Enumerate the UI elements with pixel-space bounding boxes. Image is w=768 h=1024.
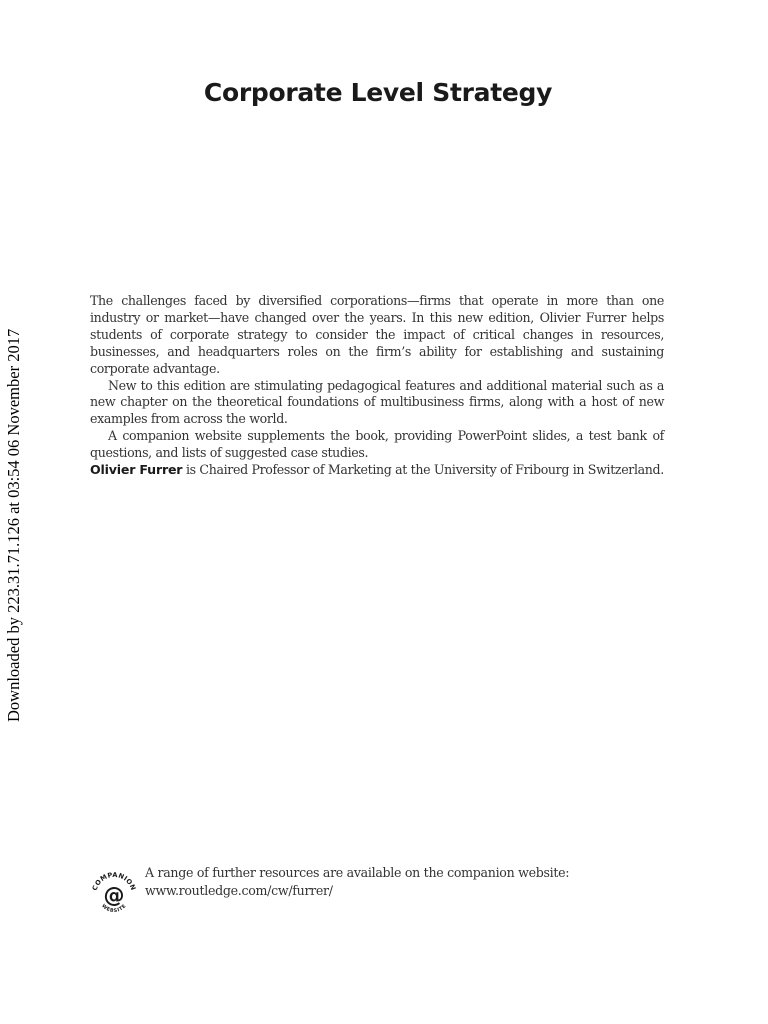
logo-at-symbol: @ <box>103 883 125 908</box>
description-paragraph: A companion website supplements the book, providing PowerPoint slides, a test bank of questions, and lists of suggested case studies. <box>90 428 664 461</box>
book-description <box>90 293 664 462</box>
author-bio <box>90 461 690 478</box>
logo-bottom-text: WEBSITE <box>100 903 128 915</box>
companion-text <box>145 864 569 899</box>
companion-website-logo-icon <box>90 864 138 928</box>
book-title: Corporate Level Strategy <box>203 78 553 107</box>
download-watermark: Downloaded by 223.31.71.126 at 03:54 06 November 2017 <box>4 328 23 722</box>
author-bio-text: is Chaired Professor of Marketing at the University of Fribourg in Switzerland. <box>182 462 664 477</box>
companion-website-url: www.routledge.com/cw/furrer/ <box>145 882 333 898</box>
author-name: Olivier Furrer <box>90 462 183 477</box>
logo-top-text: COMPANION <box>90 870 138 892</box>
companion-website-notice <box>90 864 650 930</box>
description-paragraph: The challenges faced by diversified corporations—firms that operate in more than one industry or market—have changed over the years. In this new edition, Olivier Furrer helps students of corporate strategy to consider the impact of critical changes in resources, businesses, and headquarters roles on the firm’s ability for establishing and sustaining corporate advantage. <box>90 293 664 376</box>
companion-resources-line: A range of further resources are available on the companion website: <box>145 865 570 880</box>
description-paragraph: New to this edition are stimulating pedagogical features and additional material such as a new chapter on the theoretical foundations of multibusiness firms, along with a host of new examples from across the world. <box>90 377 664 427</box>
